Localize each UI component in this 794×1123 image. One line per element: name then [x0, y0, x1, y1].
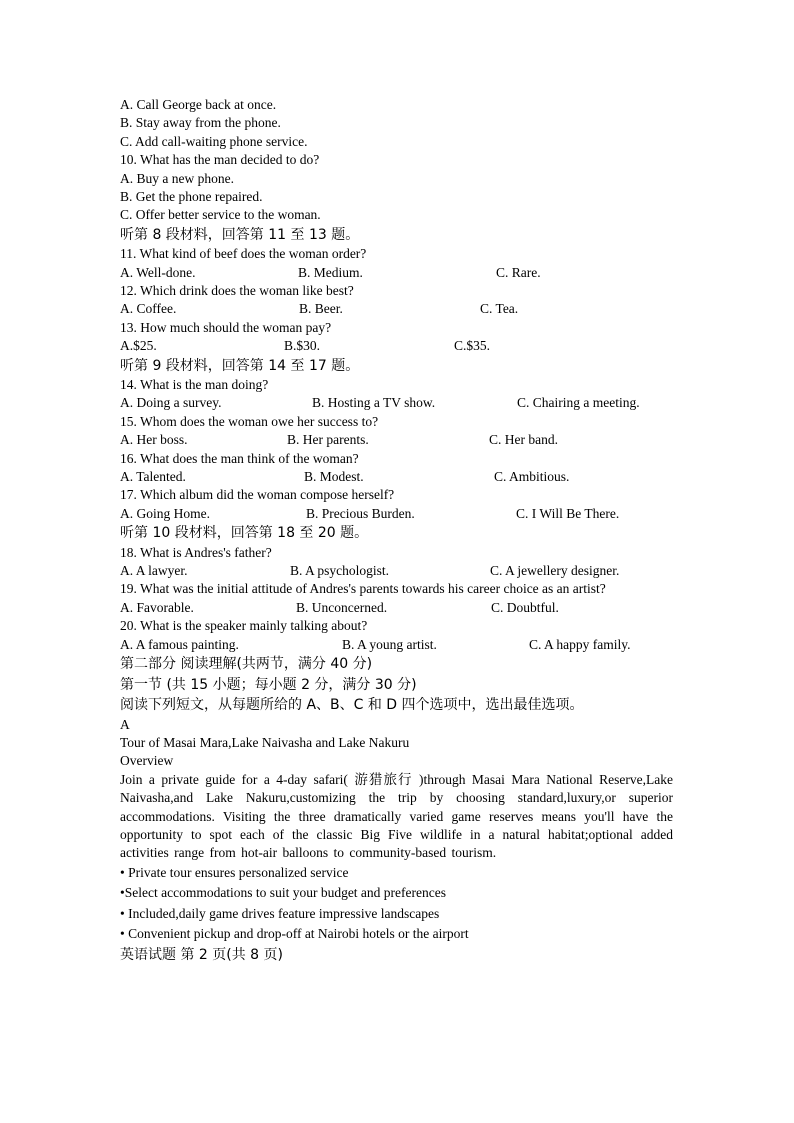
q16-option-c: C. Ambitious. — [494, 469, 570, 485]
q12-option-b: B. Beer. — [299, 301, 343, 317]
q19-option-b: B. Unconcerned. — [296, 599, 388, 615]
q15-option-a: A. Her boss. — [120, 432, 188, 448]
q14-question: 14. What is the man doing? — [120, 377, 269, 393]
q17-option-c: C. I Will Be There. — [516, 505, 620, 521]
overview-label: Overview — [120, 753, 174, 769]
q15-option-c: C. Her band. — [489, 432, 558, 448]
reading-instruction: 阅读下列短文，从每题所给的 A、B、C 和 D 四个选项中，选出最佳选项。 — [120, 697, 584, 714]
q20-question: 20. What is the speaker mainly talking about? — [120, 618, 368, 634]
bullet-item: •Select accommodations to suit your budget and preferences — [120, 885, 446, 901]
q15-question: 15. Whom does the woman owe her success to? — [120, 413, 379, 429]
q18-question: 18. What is Andres's father? — [120, 544, 272, 560]
q10-option-c: C. Offer better service to the woman. — [120, 207, 321, 223]
q11-option-a: A. Well-done. — [120, 264, 196, 280]
q20-option-a: A. A famous painting. — [120, 636, 239, 652]
passage-label: A — [120, 716, 130, 732]
bullet-item: • Included,daily game drives feature impressive landscapes — [120, 905, 440, 921]
q18-option-c: C. A jewellery designer. — [490, 563, 620, 579]
q12-options — [120, 300, 673, 318]
q11-question: 11. What kind of beef does the woman order? — [120, 246, 367, 262]
q10-question: 10. What has the man decided to do? — [120, 152, 320, 168]
section8-heading: 听第 8 段材料，回答第 11 至 13 题。 — [120, 226, 360, 243]
q19-options — [120, 599, 673, 617]
overview-paragraph: Join a private guide for a 4-day safari( 游猎旅行 )through Masai Mara National Reserve,Lake Naivasha,and Lake Nakuru,customizing the trip by choosing standard,luxury,or superior accommodations. Visiting the three dramatically varied game reserves means you'll have the opportunity to spot each of the classic Big Five wildlife in a natural habitat;optional added activities range from hot-air balloons to community-based tourism. — [120, 771, 673, 861]
q10-option-b: B. Get the phone repaired. — [120, 188, 263, 204]
q13-option-a: A.$25. — [120, 338, 157, 354]
q13-options — [120, 337, 673, 355]
bullet-item: • Private tour ensures personalized service — [120, 864, 349, 880]
q20-option-b: B. A young artist. — [342, 636, 437, 652]
q12-question: 12. Which drink does the woman like best? — [120, 283, 354, 299]
q12-option-c: C. Tea. — [480, 301, 519, 317]
section1-heading: 第一节 (共 15 小题；每小题 2 分，满分 30 分) — [120, 676, 417, 693]
q18-option-b: B. A psychologist. — [290, 563, 390, 579]
q17-question: 17. Which album did the woman compose herself? — [120, 487, 395, 503]
part2-heading: 第二部分 阅读理解(共两节，满分 40 分) — [120, 656, 373, 673]
section10-heading: 听第 10 段材料，回答第 18 至 20 题。 — [120, 525, 369, 542]
q12-option-a: A. Coffee. — [120, 301, 177, 317]
q17-option-b: B. Precious Burden. — [306, 505, 415, 521]
q13-option-c: C.$35. — [454, 338, 491, 354]
q19-option-c: C. Doubtful. — [491, 599, 559, 615]
q9-option-b: B. Stay away from the phone. — [120, 115, 281, 131]
q20-options — [120, 636, 673, 654]
q10-option-a: A. Buy a new phone. — [120, 170, 234, 186]
q16-option-a: A. Talented. — [120, 469, 186, 485]
section9-heading: 听第 9 段材料，回答第 14 至 17 题。 — [120, 357, 360, 374]
q15-options — [120, 431, 673, 449]
page-footer: 英语试题 第 2 页(共 8 页) — [120, 946, 283, 963]
q13-option-b: B.$30. — [284, 338, 321, 354]
q18-option-a: A. A lawyer. — [120, 563, 188, 579]
q9-option-a: A. Call George back at once. — [120, 97, 277, 112]
q9-option-c: C. Add call-waiting phone service. — [120, 133, 308, 149]
q14-option-c: C. Chairing a meeting. — [517, 395, 640, 411]
q16-question: 16. What does the man think of the woman? — [120, 450, 359, 466]
q14-option-a: A. Doing a survey. — [120, 395, 222, 411]
q19-question: 19. What was the initial attitude of Andres's parents towards his career choice as an artist? — [120, 581, 606, 597]
q15-option-b: B. Her parents. — [287, 432, 369, 448]
bullet-item: • Convenient pickup and drop-off at Nairobi hotels or the airport — [120, 926, 469, 942]
q19-option-a: A. Favorable. — [120, 599, 194, 615]
q16-option-b: B. Modest. — [304, 469, 364, 485]
q17-options — [120, 505, 673, 523]
q13-question: 13. How much should the woman pay? — [120, 319, 332, 335]
q11-options — [120, 264, 673, 282]
exam-page — [120, 96, 673, 965]
q16-options — [120, 468, 673, 486]
q11-option-b: B. Medium. — [298, 264, 363, 280]
q17-option-a: A. Going Home. — [120, 505, 210, 521]
passage-title: Tour of Masai Mara,Lake Naivasha and Lake Nakuru — [120, 734, 410, 750]
q14-option-b: B. Hosting a TV show. — [312, 395, 436, 411]
q18-options — [120, 562, 673, 580]
q11-option-c: C. Rare. — [496, 264, 541, 280]
q20-option-c: C. A happy family. — [529, 636, 631, 652]
q14-options — [120, 394, 673, 412]
